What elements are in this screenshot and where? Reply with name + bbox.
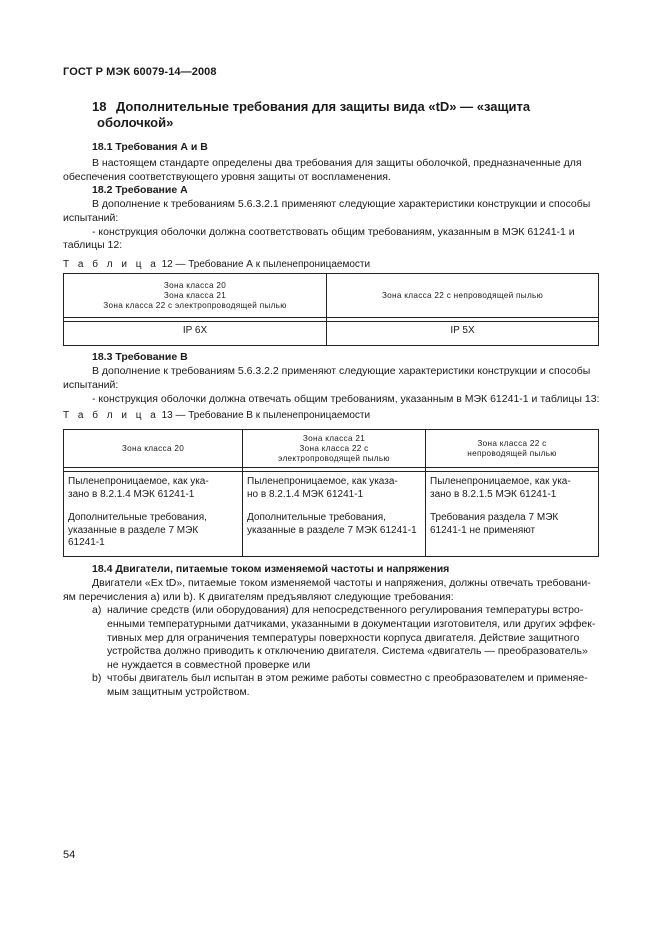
table-13-header-cell-3 [426,430,599,468]
table-13-caption [63,410,370,421]
list-item-a-line3: тивных мер для ограничения температуры поверхности корпуса двигателя. Действие защитного [107,632,580,644]
paragraph-18-1-line2: обеспечения соответствующего уровня защиты от воспламенения. [63,171,391,183]
list-item-a-line2: енными температурными датчиками, указанными в документации изготовителя, или других эффек- [107,618,596,630]
document-header: ГОСТ Р МЭК 60079-14—2008 [63,66,217,78]
table-12-caption [63,259,370,270]
paragraph-18-4-line1: Двигатели «Ex tD», питаемые током изменяемой частоты и напряжения, должны отвечать требовани- [92,577,591,589]
section-title-line1: Дополнительные требования для защиты вида «tD» — «защита [116,99,531,114]
table-13-r2c1-line2: указанные в разделе 7 МЭК [68,524,199,536]
list-item-b-line1: чтобы двигатель был испытан в этом режиме работы совместно с преобразователем и применяе- [107,672,588,684]
list-item-b-line2: мым защитным устройством. [107,686,250,698]
list-item-a-line4: устройства должно приводить к отключению двигателя. Система «двигатель — преобразователь» [107,645,588,657]
paragraph-18-4-line2: ям перечисления а) или b). К двигателям предъявляют следующие требования: [63,591,454,603]
table-13-h2-line3: электропроводящей пылью [278,453,390,463]
table-12-h1-line3: Зона класса 22 с электропроводящей пылью [103,300,287,310]
table-13-r2c2-line2: указанные в разделе 7 МЭК 61241-1 [247,524,417,536]
subsection-heading-18-1: 18.1 Требования А и В [92,141,208,153]
table-13 [63,429,599,557]
table-13-r2c3-line2: 61241-1 не применяют [430,524,536,536]
table-13-cell-col2 [243,472,426,557]
table-13-r1c3-line2: зано в 8.2.1.5 МЭК 61241-1 [430,488,557,500]
table-13-r1c2-line2: но в 8.2.1.4 МЭК 61241-1 [247,488,364,500]
list-item-18-2-line1: - конструкция оболочки должна соответствовать общим требованиям, указанным в МЭК 61241-1 и [92,226,575,238]
table-13-h3-line2: непроводящей пылью [467,448,557,458]
table-13-r2c1-line1: Дополнительные требования, [68,512,207,524]
table-13-cell-col1 [64,472,243,557]
list-item-18-2-line2: таблицы 12: [63,239,123,251]
table-13-h2-line1: Зона класса 21 [302,433,366,443]
table-13-cell-col3 [426,472,599,557]
list-item-a-line5: не нуждается в совместной проверке или [107,659,311,671]
table-13-h1: Зона класса 20 [121,443,185,453]
table-13-h3-line1: Зона класса 22 с [477,438,547,448]
table-12-caption-text: 12 — Требование А к пыленепроницаемости [161,259,371,270]
paragraph-18-3-line1: В дополнение к требованиям 5.6.3.2.2 применяют следующие характеристики конструкции и способы [92,365,591,377]
table-13-r2c3-line1: Требования раздела 7 МЭК [430,512,559,524]
table-12-header-cell-1 [64,274,327,318]
table-13-caption-text: 13 — Требование В к пыленепроницаемости [161,410,371,421]
list-marker-b: b) [92,672,102,684]
list-item-a-line1: наличие средств (или оборудования) для непосредственного регулирования температуры встро- [107,604,584,616]
section-title [92,99,592,131]
subsection-heading-18-4: 18.4 Двигатели, питаемые током изменяемой частоты и напряжения [92,563,450,575]
table-13-r2c1-line3: 61241-1 [68,537,105,549]
paragraph-18-3-line2: испытаний: [63,379,119,391]
subsection-heading-18-3: 18.3 Требование В [92,351,188,363]
page-number: 54 [63,849,76,861]
table-12-h1-line1: Зона класса 20 [163,280,227,290]
table-13-r1c1-line2: зано в 8.2.1.4 МЭК 61241-1 [68,488,195,500]
table-13-r1c3-line1: Пыленепроницаемое, как ука- [430,476,571,487]
table-12-caption-prefix: Т а б л и ц а [63,259,159,270]
subsection-heading-18-2: 18.2 Требование А [92,184,188,196]
section-number: 18 [92,99,107,114]
table-13-header-cell-2 [243,430,426,468]
table-12-cell: IP 5X [327,322,599,346]
table-12-h1-line2: Зона класса 21 [163,290,227,300]
paragraph-18-2-line2: испытаний: [63,212,119,224]
table-13-caption-prefix: Т а б л и ц а [63,410,159,421]
table-13-r1c2-line1: Пыленепроницаемое, как указа- [247,476,398,487]
table-13-r2c2-line1: Дополнительные требования, [247,512,386,524]
table-12-h2: Зона класса 22 с непроводящей пылью [381,290,544,300]
list-marker-a: а) [92,604,102,616]
table-12-cell: IP 6X [64,322,327,346]
section-title-line2: оболочкой» [97,115,174,130]
table-13-r1c1-line1: Пыленепроницаемое, как ука- [68,476,209,487]
list-item-18-3-line1: - конструкция оболочки должна отвечать общим требованиям, указанным в МЭК 61241-1 и таблицы 13: [92,393,600,405]
table-12 [63,273,599,346]
paragraph-18-1-line1: В настоящем стандарте определены два требования для защиты оболочкой, предназначенные для [92,157,582,169]
table-13-header-cell-1 [64,430,243,468]
table-12-header-cell-2 [327,274,599,318]
table-13-h2-line2: Зона класса 22 с [299,443,369,453]
paragraph-18-2-line1: В дополнение к требованиям 5.6.3.2.1 применяют следующие характеристики конструкции и способы [92,198,591,210]
